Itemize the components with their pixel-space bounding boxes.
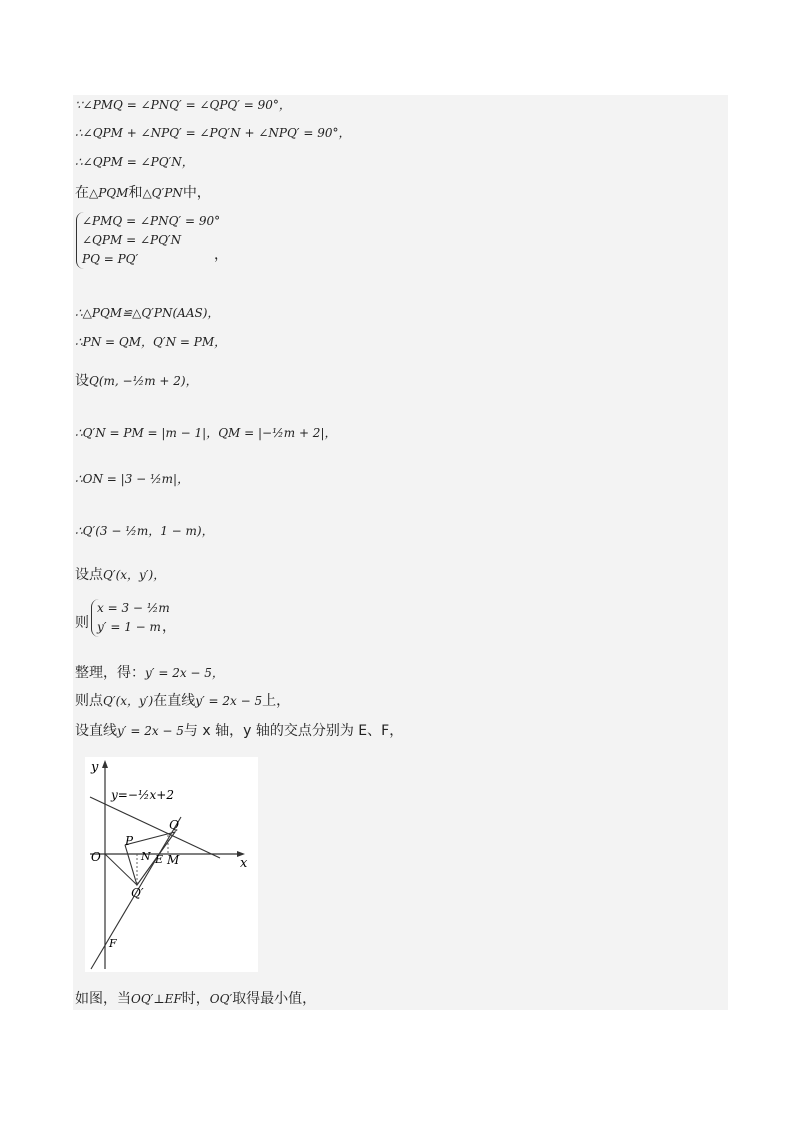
label-q: Q — [169, 818, 179, 832]
coord-row-2: y′ = 1 − m — [97, 620, 161, 634]
line-sides-equal: ∴PN = QM，Q′N = PM， — [75, 335, 227, 349]
text-prefix: 在 — [75, 185, 89, 201]
triangle-qpn: △Q′PN — [142, 186, 183, 200]
label-x-axis: x — [240, 856, 248, 871]
label-n: N — [141, 850, 151, 863]
line-angles-equal: ∵∠PMQ = ∠PNQ′ = ∠QPQ′ = 90°， — [75, 98, 291, 112]
line-point-on-line — [75, 692, 290, 710]
label-origin: O — [91, 850, 101, 864]
text-when: 时， — [181, 991, 210, 1007]
line-intersections — [75, 722, 403, 740]
system-row-2: ∠QPM = ∠PQ′N — [82, 233, 182, 247]
point-qprime: Q′(x，y′)， — [103, 568, 166, 582]
congruence-system — [76, 212, 220, 269]
geometry-figure — [85, 757, 258, 972]
text-set-line: 设直线 — [75, 723, 117, 739]
label-line-equation: y=−½x+2 — [111, 788, 174, 802]
system-comma: ， — [214, 247, 228, 263]
line-lengths: ∴Q′N = PM = |m − 1|，QM = |−½m + 2|， — [75, 426, 337, 440]
perpendicular-condition: OQ′⊥EF — [131, 992, 182, 1006]
text-intersections: 与 x 轴，y 轴的交点分别为 E、F， — [183, 723, 404, 739]
text-minimum: 取得最小值， — [232, 991, 317, 1007]
line-angle-sum: ∴∠QPM + ∠NPQ′ = ∠PQ′N + ∠NPQ′ = 90°， — [75, 126, 351, 140]
line-simplify — [75, 664, 224, 682]
system-row-1: ∠PMQ = ∠PNQ′ = 90° — [82, 214, 221, 228]
line-qprime-coords: ∴Q′(3 − ½m，1 − m)， — [75, 524, 214, 538]
label-qprime: Q′ — [131, 886, 144, 900]
line-set-qprime — [75, 566, 165, 584]
line-angle-equal: ∴∠QPM = ∠PQ′N， — [75, 155, 194, 169]
point-q-expression: Q(m, −½m + 2)， — [89, 374, 198, 388]
coordinate-system — [91, 599, 170, 637]
label-f: F — [109, 937, 117, 950]
line-conclusion — [75, 990, 316, 1008]
segment-oq-ref: OQ′ — [209, 992, 233, 1006]
text-up: 上， — [262, 693, 291, 709]
text-simplify: 整理，得： — [75, 665, 145, 681]
text-set: 设 — [75, 373, 89, 389]
text-and: 和 — [128, 185, 143, 201]
label-m: M — [167, 853, 180, 867]
line-equation-ref: y′ = 2x − 5 — [195, 694, 263, 708]
coordinate-diagram — [85, 757, 258, 972]
text-then-point: 则点 — [75, 693, 103, 709]
text-on-line: 在直线 — [153, 693, 196, 709]
coord-row-1: x = 3 − ½m — [97, 601, 170, 615]
line-set-q — [75, 372, 198, 390]
line-on-length: ∴ON = |3 − ½m|， — [75, 472, 190, 486]
text-set-point: 设点 — [75, 567, 103, 583]
system-row-3: PQ = PQ′ — [82, 252, 139, 266]
label-y-axis: y — [91, 760, 99, 775]
label-e: E — [155, 853, 164, 866]
text-as-shown: 如图，当 — [75, 991, 131, 1007]
text-then: 则 — [75, 615, 89, 631]
line-equation-ref-2: y′ = 2x − 5 — [117, 724, 184, 738]
line-then — [75, 614, 89, 632]
line-equation: y′ = 2x − 5， — [145, 666, 224, 680]
triangle-pqm: △PQM — [89, 186, 129, 200]
y-axis-arrow-icon — [102, 760, 108, 768]
line-triangles-intro — [75, 184, 211, 202]
line-congruent: ∴△PQM≌△Q′PN(AAS)， — [75, 306, 220, 320]
text-suffix: 中， — [182, 185, 211, 201]
label-p: P — [125, 834, 134, 848]
point-qprime-ref: Q′(x，y′) — [103, 694, 154, 708]
line-decreasing — [90, 797, 220, 858]
coord-comma: ， — [162, 619, 176, 635]
